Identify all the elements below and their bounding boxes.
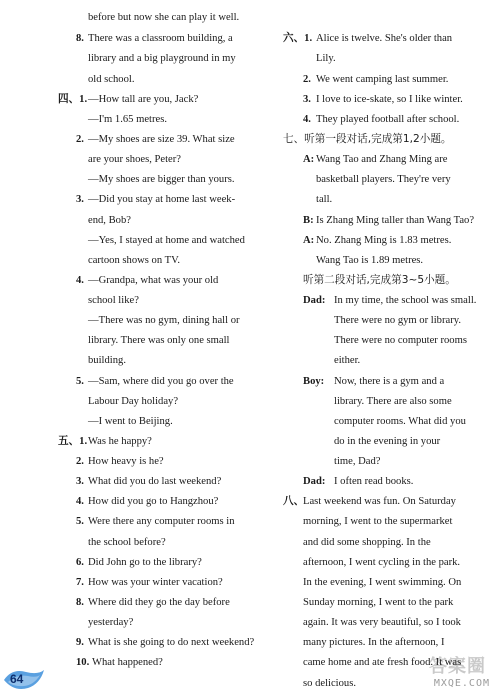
- item-label: A:: [303, 154, 315, 165]
- text-line: —Did you stay at home last week-: [88, 194, 236, 205]
- text-line: —I'm 1.65 metres.: [88, 114, 167, 125]
- text-line: yesterday?: [88, 617, 134, 628]
- item-label: 2.: [76, 134, 84, 145]
- text-line: again. It was very beautiful, so I took: [303, 617, 461, 628]
- text-line: Labour Day holiday?: [88, 396, 179, 407]
- text-line: In the evening, I went swimming. On: [303, 577, 462, 588]
- text-line: What did you do last weekend?: [88, 476, 222, 487]
- item-label: 五、1.: [58, 436, 88, 447]
- text-line: 七、听第一段对话,完成第1,2小题。: [283, 133, 452, 145]
- text-line: either.: [334, 355, 361, 366]
- page-badge-icon: [2, 666, 46, 692]
- text-line: basketball players. They're very: [316, 174, 451, 185]
- text-line: school like?: [88, 295, 139, 306]
- item-label: 10.: [76, 657, 90, 668]
- text-line: Lily.: [316, 53, 336, 64]
- text-line: are your shoes, Peter?: [88, 154, 181, 165]
- text-line: end, Bob?: [88, 215, 131, 226]
- text-line: 听第二段对话,完成第3~5小题。: [303, 274, 456, 286]
- item-label: 5.: [76, 516, 84, 527]
- text-line: I love to ice-skate, so I like winter.: [316, 94, 463, 105]
- text-line: —I went to Beijing.: [88, 416, 173, 427]
- text-line: There were no computer rooms: [334, 335, 467, 346]
- item-label: Dad:: [303, 476, 326, 487]
- item-label: 5.: [76, 376, 84, 387]
- text-line: many pictures. In the afternoon, I: [303, 637, 445, 648]
- item-label: 3.: [76, 194, 84, 205]
- text-line: the school before?: [88, 537, 166, 548]
- text-line: library and a big playground in my: [88, 53, 236, 64]
- item-label: 7.: [76, 577, 84, 588]
- item-label: 6.: [76, 557, 84, 568]
- text-line: How did you go to Hangzhou?: [88, 496, 219, 507]
- text-line: Was he happy?: [88, 436, 152, 447]
- text-line: —My shoes are bigger than yours.: [88, 174, 235, 185]
- text-line: There was a classroom building, a: [88, 33, 233, 44]
- item-label: 8.: [76, 33, 84, 44]
- watermark-url: MXQE.COM: [433, 678, 490, 689]
- text-line: Where did they go the day before: [88, 597, 230, 608]
- text-line: How heavy is he?: [88, 456, 164, 467]
- text-line: library. There was only one small: [88, 335, 230, 346]
- text-line: library. There are also some: [334, 396, 452, 407]
- text-line: came home and ate fresh food. It was: [303, 657, 462, 668]
- text-line: building.: [88, 355, 126, 366]
- text-line: —My shoes are size 39. What size: [88, 134, 235, 145]
- text-line: cartoon shows on TV.: [88, 255, 181, 266]
- item-label: Boy:: [303, 376, 325, 387]
- text-line: They played football after school.: [316, 114, 460, 125]
- text-line: Last weekend was fun. On Saturday: [303, 496, 456, 507]
- text-line: Were there any computer rooms in: [88, 516, 235, 527]
- item-label: 八、: [283, 496, 305, 507]
- text-line: We went camping last summer.: [316, 74, 449, 85]
- text-line: There were no gym or library.: [334, 315, 461, 326]
- text-line: Is Zhang Ming taller than Wang Tao?: [316, 215, 475, 226]
- text-line: Wang Tao and Zhang Ming are: [316, 154, 448, 165]
- text-line: —There was no gym, dining hall or: [88, 315, 240, 326]
- text-line: —Sam, where did you go over the: [88, 376, 234, 387]
- item-label: 四、1.: [58, 94, 88, 105]
- text-line: Alice is twelve. She's older than: [316, 33, 453, 44]
- text-line: morning, I went to the supermarket: [303, 516, 453, 527]
- text-line: do in the evening in your: [334, 436, 441, 447]
- text-line: What happened?: [92, 657, 163, 668]
- text-line: Sunday morning, I went to the park: [303, 597, 454, 608]
- text-line: before but now she can play it well.: [88, 12, 240, 23]
- text-line: tall.: [316, 194, 333, 205]
- text-line: and did some shopping. In the: [303, 537, 431, 548]
- item-label: 9.: [76, 637, 84, 648]
- item-label: B:: [303, 215, 314, 226]
- text-line: In my time, the school was small.: [334, 295, 477, 306]
- item-label: 2.: [303, 74, 311, 85]
- text-line: Now, there is a gym and a: [334, 376, 445, 387]
- item-label: 4.: [303, 114, 311, 125]
- item-label: 2.: [76, 456, 84, 467]
- text-line: —Yes, I stayed at home and watched: [88, 235, 245, 246]
- text-line: I often read books.: [334, 476, 414, 487]
- text-line: so delicious.: [303, 678, 356, 689]
- text-line: How was your winter vacation?: [88, 577, 223, 588]
- item-label: 六、1.: [283, 33, 313, 44]
- text-line: —How tall are you, Jack?: [88, 94, 199, 105]
- item-label: A:: [303, 235, 315, 246]
- item-label: Dad:: [303, 295, 326, 306]
- text-line: afternoon, I went cycling in the park.: [303, 557, 461, 568]
- item-label: 3.: [303, 94, 311, 105]
- text-line: What is she going to do next weekend?: [88, 637, 255, 648]
- text-line: old school.: [88, 74, 135, 85]
- text-line: time, Dad?: [334, 456, 381, 467]
- item-label: 4.: [76, 275, 84, 286]
- text-line: computer rooms. What did you: [334, 416, 466, 427]
- text-line: No. Zhang Ming is 1.83 metres.: [316, 235, 452, 246]
- item-label: 4.: [76, 496, 84, 507]
- text-line: Did John go to the library?: [88, 557, 202, 568]
- text-line: Wang Tao is 1.89 metres.: [316, 255, 424, 266]
- page-number: 64: [10, 672, 24, 686]
- text-line: —Grandpa, what was your old: [88, 275, 219, 286]
- item-label: 3.: [76, 476, 84, 487]
- item-label: 8.: [76, 597, 84, 608]
- watermark-logo: 答案圈: [429, 656, 486, 677]
